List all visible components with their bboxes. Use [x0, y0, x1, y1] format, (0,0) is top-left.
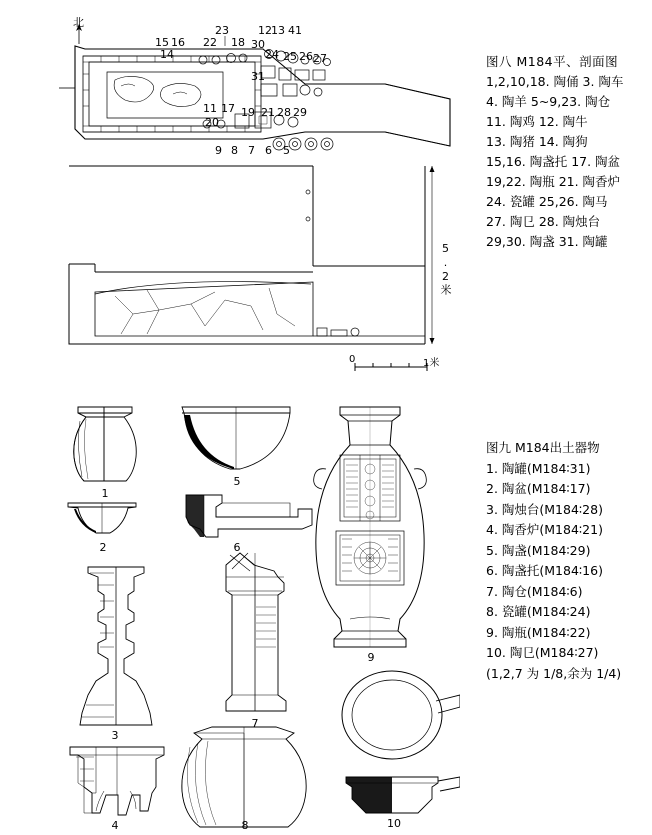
figure-8-caption-line-1: 1,2,10,18. 陶俑 3. 陶车: [486, 74, 624, 89]
plan-number-20: 20: [205, 116, 219, 129]
plan-number-18: 18: [231, 36, 245, 49]
plan-number-13: 13: [271, 24, 285, 37]
figure-9-caption: [486, 438, 651, 684]
plan-number-24: 24: [265, 48, 279, 61]
figure-8-caption-line-4: 13. 陶猪 14. 陶狗: [486, 134, 588, 149]
section-depth-label: 5.2米: [439, 242, 452, 296]
figure-9-caption-line-6: 6. 陶盏托(M184∶16): [486, 563, 603, 578]
object-number-6: 6: [233, 541, 241, 554]
plan-number-6: 6: [265, 144, 272, 157]
figure-8-drawing: [55, 14, 455, 394]
object-number-8: 8: [241, 819, 249, 832]
plan-number-31: 31: [251, 70, 265, 83]
plan-number-12: 12: [258, 24, 272, 37]
figure-9-caption-scale-note: (1,2,7 为 1/8,余为 1/4): [486, 665, 622, 681]
figure-9-caption-line-3: 3. 陶烛台(M184∶28): [486, 501, 603, 517]
north-label: 北: [73, 16, 84, 29]
plan-number-25: 25: [283, 50, 297, 63]
plan-number-8: 8: [231, 144, 238, 157]
plan-number-19: 19: [241, 106, 255, 119]
figure-9-caption-line-8: 8. 瓷罐(M184∶24): [486, 604, 591, 619]
figure-8-caption-line-5: 15,16. 陶盏托 17. 陶盆: [486, 154, 621, 169]
object-number-4: 4: [111, 819, 119, 832]
figure-9-caption-line-1: 1. 陶罐(M184∶31): [486, 460, 591, 476]
plan-number-27: 27: [313, 52, 327, 65]
plan-number-9: 9: [215, 144, 222, 157]
figure-8-caption-line-9: 29,30. 陶盏 31. 陶罐: [486, 234, 608, 249]
figure-8-caption: [486, 52, 651, 252]
figure-8-caption-title: 图八 M184平、剖面图: [486, 54, 619, 69]
scale-bar-end-label: 1米: [423, 358, 440, 369]
figure-9-caption-line-7: 7. 陶仓(M184∶6): [486, 583, 583, 599]
plan-number-16: 16: [171, 36, 185, 49]
object-number-7: 7: [251, 717, 259, 730]
figure-9-caption-title: 图九 M184出土器物: [486, 440, 600, 455]
object-number-2: 2: [99, 541, 107, 554]
figure-8-caption-line-7: 24. 瓷罐 25,26. 陶马: [486, 194, 608, 209]
plan-number-5: 5: [283, 144, 290, 157]
figure-8-caption-line-2: 4. 陶羊 5~9,23. 陶仓: [486, 94, 611, 109]
figure-9-drawing: [40, 395, 460, 835]
object-number-1: 1: [101, 487, 109, 500]
plan-number-26: 26: [299, 50, 313, 63]
figure-9-caption-line-4: 4. 陶香炉(M184∶21): [486, 522, 603, 537]
object-number-5: 5: [233, 475, 241, 488]
plan-number-21: 21: [261, 106, 275, 119]
figure-8-caption-line-8: 27. 陶㔾 28. 陶烛台: [486, 214, 601, 229]
figure-9-svg: [40, 395, 460, 835]
figure-8-caption-line-3: 11. 陶鸡 12. 陶牛: [486, 114, 588, 129]
object-number-9: 9: [367, 651, 375, 664]
plan-number-15: 15: [155, 36, 169, 49]
plan-number-23: 23: [215, 24, 229, 37]
figure-9-caption-line-5: 5. 陶盏(M184∶29): [486, 542, 591, 558]
object-number-10: 10: [387, 817, 401, 830]
figure-8-caption-line-6: 19,22. 陶瓶 21. 陶香炉: [486, 174, 621, 189]
figure-9-caption-line-10: 10. 陶㔾(M184∶27): [486, 645, 599, 660]
object-number-3: 3: [111, 729, 119, 742]
plan-number-22: 22: [203, 36, 217, 49]
plan-number-41: 41: [288, 24, 302, 37]
plan-number-30: 30: [251, 38, 265, 51]
plan-number-17: 17: [221, 102, 235, 115]
plan-number-28: 28: [277, 106, 291, 119]
plan-number-29: 29: [293, 106, 307, 119]
plan-number-14: 14: [160, 48, 174, 61]
plan-number-11: 11: [203, 102, 217, 115]
figure-9-caption-line-2: 2. 陶盆(M184∶17): [486, 481, 591, 496]
scale-bar-start-label: 0: [349, 354, 356, 365]
figure-9-caption-line-9: 9. 陶瓶(M184∶22): [486, 624, 591, 640]
plan-number-7: 7: [248, 144, 255, 157]
